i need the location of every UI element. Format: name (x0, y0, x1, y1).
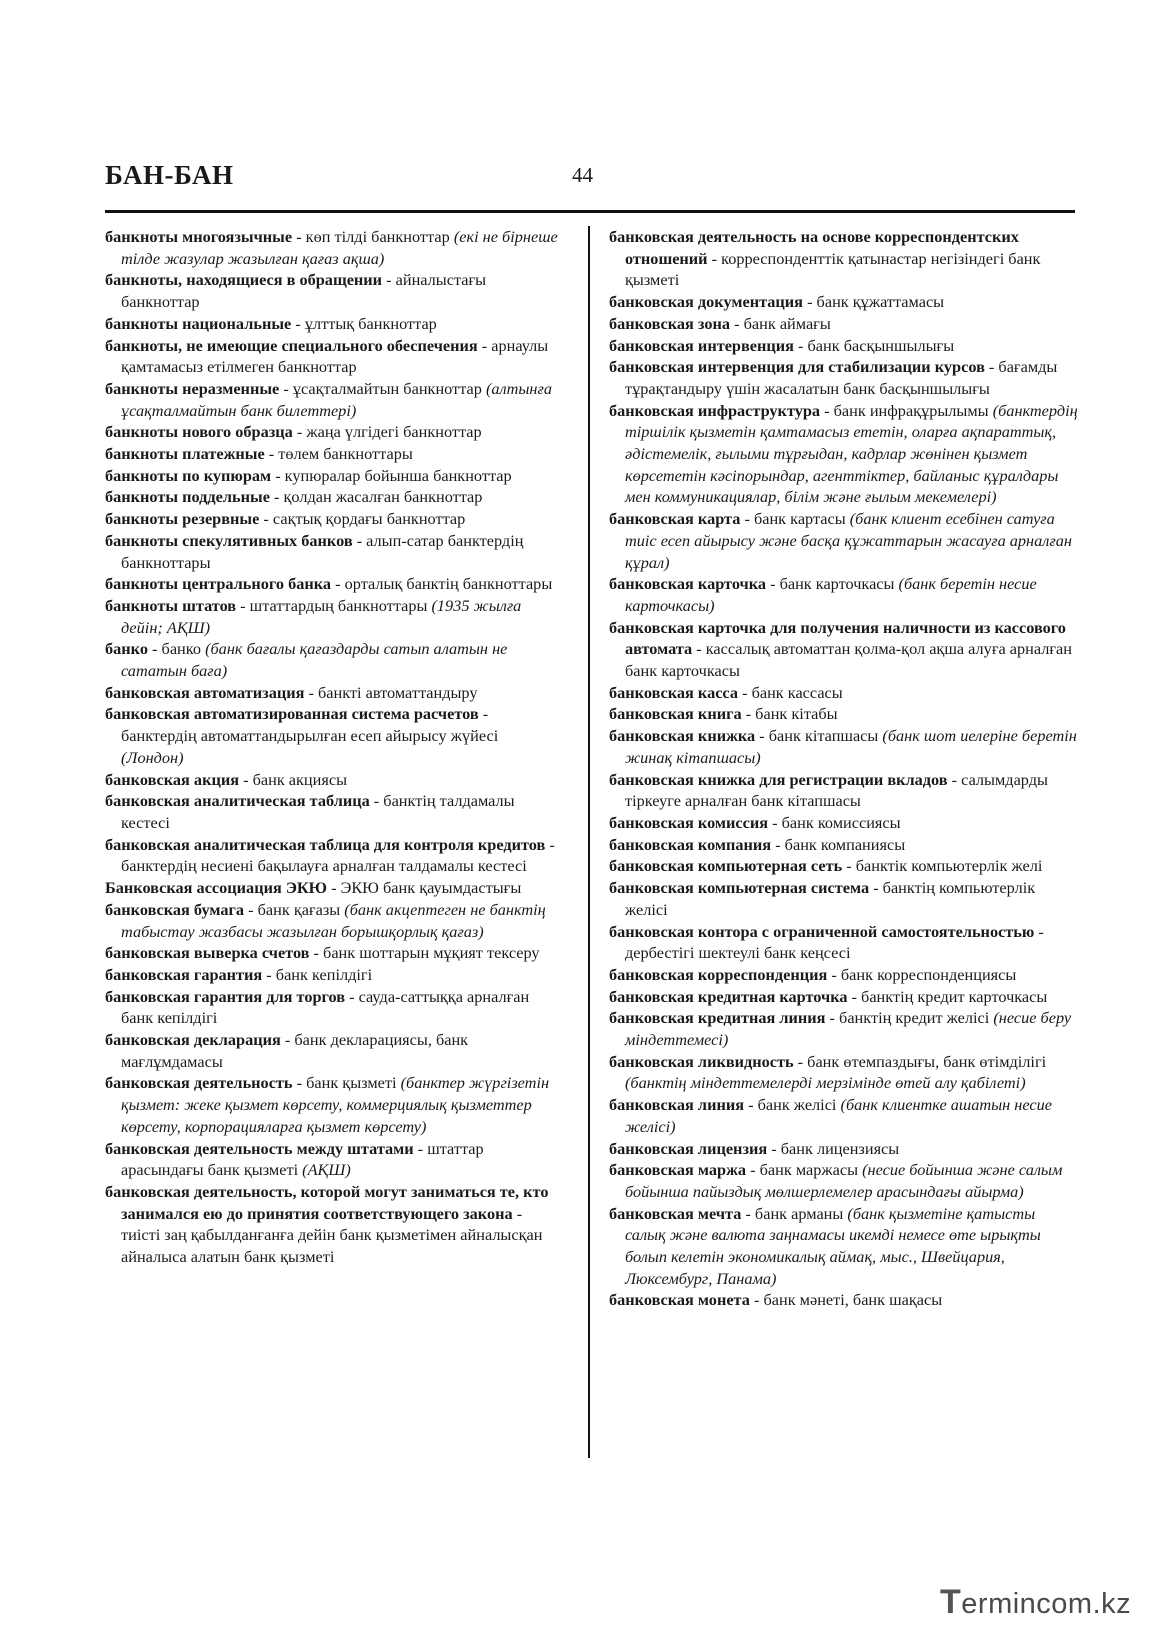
entry-definition: - ЭКЮ банк қауымдастығы (327, 878, 522, 898)
dictionary-entry (105, 378, 563, 421)
entry-definition: - банк шоттарын мұқият тексеру (309, 943, 540, 963)
entry-term: банковская интервенция (609, 335, 794, 355)
dictionary-entry (609, 313, 1079, 335)
dictionary-entry (609, 703, 1079, 725)
dictionary-entry (609, 356, 1079, 399)
entry-term: банковская аналитическая таблица (105, 791, 370, 811)
dictionary-entry (105, 465, 563, 487)
dictionary-entry (609, 508, 1079, 573)
entry-term: банковская книга (609, 704, 742, 724)
entry-term: банковская гарантия (105, 964, 263, 984)
entry-term: банкноты многоязычные (105, 227, 293, 246)
entry-term: банкноты поддельные (105, 487, 270, 507)
dictionary-entry (105, 899, 563, 942)
dictionary-entry (105, 790, 563, 833)
dictionary-entry (105, 1029, 563, 1072)
entry-term: банковская кредитная линия (609, 1008, 826, 1028)
entry-definition: - банк кепілдігі (262, 964, 373, 984)
entry-definition: - банктің компьютерлік желісі (625, 878, 1036, 919)
dictionary-entry (105, 595, 563, 638)
entry-definition: - банктің кредит желісі (825, 1008, 994, 1028)
dictionary-entry (105, 573, 563, 595)
entry-definition: - банк кітапшасы (755, 726, 883, 746)
entry-definition: - банк акциясы (239, 769, 348, 789)
entry-definition: - банк маржасы (746, 1160, 863, 1180)
entry-definition: - банктің талдамалы кестесі (121, 791, 515, 832)
dictionary-entry (609, 335, 1079, 357)
entry-term: банкноты национальные (105, 313, 292, 333)
entry-definition: - арнаулы қамтамасыз етілмеген банкноттар (121, 335, 549, 377)
dictionary-entry (609, 1051, 1079, 1094)
entry-note: (Лондон) (121, 747, 184, 767)
entry-term: банковская контора с ограниченной самостоятельностью (609, 921, 1035, 941)
entry-definition: - банк лицензиясы (767, 1138, 900, 1158)
dictionary-entry (105, 703, 563, 768)
dictionary-entry (105, 313, 563, 335)
dictionary-entry (609, 682, 1079, 704)
dictionary-entry (609, 725, 1079, 768)
entry-term: банковская ликвидность (609, 1051, 794, 1071)
entry-term: банковская гарантия для торгов (105, 986, 346, 1006)
entry-term: банко (105, 639, 148, 659)
right-column (609, 226, 1079, 1311)
entry-definition: - банк арманы (741, 1203, 848, 1223)
entry-definition: - банктердің несиені бақылауға арналған талдамалы кестесі (121, 834, 555, 876)
entry-note: (банк акцептеген не банктің табыстау жазбасы жазылған борышқорлық қағаз) (121, 899, 546, 941)
entry-note: (екі не бірнеше тілде жазулар жазылған қағаз ақша) (121, 227, 558, 268)
entry-term: банковская зона (609, 313, 731, 333)
entry-note: (банк бағалы қағаздарды сатып алатын не сататын баға) (121, 639, 508, 681)
entry-term: банковская компьютерная сеть (609, 856, 843, 876)
entry-term: банковская акция (105, 769, 240, 789)
entry-definition: - банк желісі (744, 1095, 841, 1115)
entry-term: банковская корреспонденция (609, 964, 828, 984)
entry-term: банковская автоматизация (105, 682, 305, 702)
entry-definition: - алып-сатар банктердің банкноттары (121, 530, 524, 572)
entry-term: банковская линия (609, 1095, 745, 1115)
page-header-title: БАН-БАН (105, 160, 234, 190)
entry-definition: - ұсақталмайтын банкноттар (279, 378, 486, 398)
entry-term: банковская кредитная карточка (609, 986, 848, 1006)
entry-term: банкноты по купюрам (105, 465, 272, 485)
entry-term: банковская автоматизированная система расчетов (105, 704, 479, 724)
entry-term: банковская компания (609, 834, 772, 854)
column-divider (588, 226, 590, 1458)
entry-term: банкноты нового образца (105, 422, 293, 442)
dictionary-entry (609, 617, 1079, 682)
entry-definition: - кассалық автоматтан қолма-қол ақша алуға арналған банк карточкасы (625, 639, 1072, 681)
entry-term: банкноты центрального банка (105, 574, 332, 594)
entry-term: банковская бумага (105, 899, 245, 919)
dictionary-entry (609, 400, 1079, 509)
header-rule (105, 210, 1075, 213)
dictionary-entry (105, 986, 563, 1029)
dictionary-entry (105, 769, 563, 791)
dictionary-entry (609, 812, 1079, 834)
left-column (105, 226, 563, 1268)
dictionary-entry (105, 443, 563, 465)
entry-definition: - банк картасы (740, 509, 850, 529)
entry-note: (несие бойынша және салым бойынша пайыздық мөлшерлемелер арасындағы айырма) (625, 1160, 1063, 1201)
entry-term: банкноты, находящиеся в обращении (105, 270, 383, 290)
entry-term: банковская книжка (609, 726, 756, 746)
dictionary-entry (609, 1203, 1079, 1290)
entry-term: банковская интервенция для стабилизации курсов (609, 357, 985, 377)
entry-definition: - төлем банкноттары (264, 444, 413, 464)
dictionary-entry (609, 226, 1079, 291)
dictionary-entry (609, 1094, 1079, 1137)
dictionary-entry (609, 1159, 1079, 1202)
entry-note: (несие беру міндеттемесі) (625, 1008, 1072, 1050)
dictionary-entry (609, 769, 1079, 812)
dictionary-entry (105, 964, 563, 986)
entry-definition: - тиісті заң қабылданғанға дейін банк қызметімен айналысқан айналыса алатын банк қызметі (121, 1203, 543, 1267)
dictionary-entry (609, 573, 1079, 616)
entry-term: банкноты платежные (105, 444, 265, 464)
dictionary-entry (105, 1138, 563, 1181)
entry-definition: - штаттар арасындағы банк қызметі (121, 1138, 484, 1180)
entry-term: банковская аналитическая таблица для контроля кредитов (105, 834, 546, 854)
entry-definition: - банк кітабы (741, 704, 838, 724)
entry-term: банковская мечта (609, 1203, 742, 1223)
entry-definition: - банк декларациясы, банк мағлұмдамасы (121, 1030, 469, 1071)
entry-definition: - бағамды тұрақтандыру үшін жасалатын банк басқыншылығы (625, 357, 1058, 398)
entry-term: банковская лицензия (609, 1138, 768, 1158)
entry-term: банковская деятельность, которой могут заниматься те, кто занимался ею до принятия соответствующего закона (105, 1181, 549, 1223)
dictionary-entry (609, 877, 1079, 920)
entry-definition: - айналыстағы банкноттар (121, 270, 487, 312)
entry-term: банкноты, не имеющие специального обеспечения (105, 335, 478, 355)
entry-term: банковская карточка (609, 574, 767, 594)
dictionary-entry (609, 834, 1079, 856)
dictionary-entry (105, 942, 563, 964)
entry-note: (банктер жүргізетін қызмет: жеке қызмет көрсету, коммерциялық қызметтер көрсету, корпорацияларға қызмет көрсету) (121, 1073, 550, 1136)
entry-term: банковская книжка для регистрации вкладов (609, 769, 948, 789)
logo-text: ermincom.kz (961, 1588, 1132, 1620)
entry-definition: - банк комиссиясы (768, 812, 901, 832)
entry-note: (банк клиент есебінен сатуға тиіс есеп айырысу және басқа құжаттарын жасауға арналған құрал) (625, 509, 1072, 572)
entry-definition: - корреспонденттік қатынастар негізіндегі банк қызметі (625, 248, 1041, 290)
dictionary-entry (609, 1289, 1079, 1311)
entry-definition: - банк корреспонденциясы (827, 964, 1017, 984)
entry-definition: - банктік компьютерлік желі (842, 856, 1043, 876)
entry-term: банковская карточка для получения наличности из кассового автомата (609, 617, 1066, 659)
entry-note: (банк клиентке ашатын несие желісі) (625, 1095, 1052, 1136)
dictionary-entry (105, 508, 563, 530)
entry-term: банковская карта (609, 509, 741, 529)
entry-definition: - банктің кредит карточкасы (847, 986, 1048, 1006)
entry-term: банкноты неразменные (105, 378, 280, 398)
entry-term: банковская выверка счетов (105, 943, 310, 963)
dictionary-entry (105, 486, 563, 508)
entry-definition: - банк компаниясы (771, 834, 906, 854)
entry-definition: - дербестігі шектеулі банк кеңсесі (625, 921, 1044, 963)
entry-term: банковская монета (609, 1290, 750, 1310)
dictionary-entry (105, 269, 563, 312)
page-number: 44 (572, 163, 593, 187)
dictionary-entry (105, 421, 563, 443)
entry-term: банковская деятельность (105, 1073, 293, 1093)
entry-term: банковская документация (609, 292, 803, 312)
dictionary-entry (105, 1181, 563, 1268)
entry-definition: - банк карточкасы (766, 574, 899, 594)
entry-definition: - қолдан жасалған банкноттар (269, 487, 483, 507)
entry-definition: - банкті автоматтандыру (304, 682, 478, 702)
entry-definition: - көп тілді банкноттар (292, 227, 454, 246)
entry-definition: - банк кассасы (738, 682, 843, 702)
entry-definition: - банктердің автоматтандырылған есеп айырысу жүйесі (121, 704, 499, 746)
entry-note: (банк беретін несие карточкасы) (625, 574, 1037, 615)
entry-definition: - банк аймағы (730, 313, 831, 333)
entry-term: банковская деятельность на основе корреспондентских отношений (609, 227, 1019, 268)
dictionary-entry (105, 1072, 563, 1137)
entry-term: банковская маржа (609, 1160, 747, 1180)
dictionary-entry (105, 682, 563, 704)
entry-term: банкноты резервные (105, 509, 260, 529)
entry-definition: - орталық банктің банкноттары (331, 574, 553, 594)
dictionary-entry (609, 964, 1079, 986)
entry-term: банковская компьютерная система (609, 878, 870, 898)
logo-initial: T (940, 1583, 962, 1621)
dictionary-entry (609, 855, 1079, 877)
dictionary-entry (105, 226, 563, 269)
site-logo (940, 1583, 1131, 1622)
entry-definition: - сауда-саттыққа арналған банк кепілдігі (121, 986, 530, 1028)
entry-term: банковская инфраструктура (609, 400, 821, 420)
dictionary-entry (609, 921, 1079, 964)
entry-term: банковская деятельность между штатами (105, 1138, 414, 1158)
entry-term: банкноты штатов (105, 595, 237, 615)
entry-term: банковская декларация (105, 1030, 281, 1050)
entry-definition: - банк құжаттамасы (803, 292, 945, 312)
entry-note: (1935 жылға дейін; АҚШ) (121, 595, 522, 637)
entry-definition: - банк қағазы (244, 899, 345, 919)
entry-definition: - купюралар бойынша банкноттар (271, 465, 512, 485)
entry-definition: - банк мәнеті, банк шақасы (749, 1290, 943, 1310)
dictionary-entry (105, 335, 563, 378)
entry-definition: - банко (147, 639, 206, 659)
entry-note: (АҚШ) (302, 1160, 351, 1180)
dictionary-entry (609, 291, 1079, 313)
entry-note: (банк шот иелеріне беретін жинақ кітапшасы) (625, 726, 1077, 767)
entry-definition: - салымдарды тіркеуге арналған банк кітапшасы (625, 769, 1048, 811)
dictionary-entry (609, 1007, 1079, 1050)
entry-definition: - сақтық қордағы банкноттар (259, 509, 466, 529)
entry-definition: - банк қызметі (292, 1073, 401, 1093)
dictionary-entry (105, 877, 563, 899)
entry-definition: - банк басқыншылығы (793, 335, 955, 355)
entry-note: (банк қызметіне қатысты салық және валюта заңнамасы икемді немесе өте ырықты болып келетін экономикалық аймақ, мыс., Швейцария, Люксембург, Панама) (625, 1203, 1041, 1288)
entry-definition: - банк өтемпаздығы, банк өтімділігі (793, 1051, 1047, 1071)
entry-definition: - ұлттық банкноттар (291, 313, 437, 333)
entry-note: (банктердің тіршілік қызметін қамтамасыз ететін, оларға ақпараттық, әдістемелік, ғылыми тұрғыдан, кадрлар жөнінен қызмет көрсететін кәсіпорындар, агенттіктер, байланыс құралдары мен коммуникациялар, білім және ғылым мекемелері) (625, 400, 1078, 507)
entry-definition: - жаңа үлгідегі банкноттар (292, 422, 482, 442)
entry-definition: - банк инфрақұрылымы (820, 400, 993, 420)
entry-term: банковская комиссия (609, 812, 769, 832)
entry-term: Банковская ассоциация ЭКЮ (105, 878, 328, 898)
entry-definition: - штаттардың банкноттары (236, 595, 432, 615)
entry-term: банкноты спекулятивных банков (105, 530, 353, 550)
dictionary-entry (105, 834, 563, 877)
entry-note: (алтынға ұсақталмайтын банк билеттері) (121, 378, 552, 420)
dictionary-entry (609, 986, 1079, 1008)
entry-term: банковская касса (609, 682, 739, 702)
dictionary-entry (105, 638, 563, 681)
dictionary-entry (609, 1138, 1079, 1160)
entry-note: (банктің міндеттемелерді мерзімінде өтей алу қабілеті) (625, 1073, 1026, 1093)
dictionary-entry (105, 530, 563, 573)
